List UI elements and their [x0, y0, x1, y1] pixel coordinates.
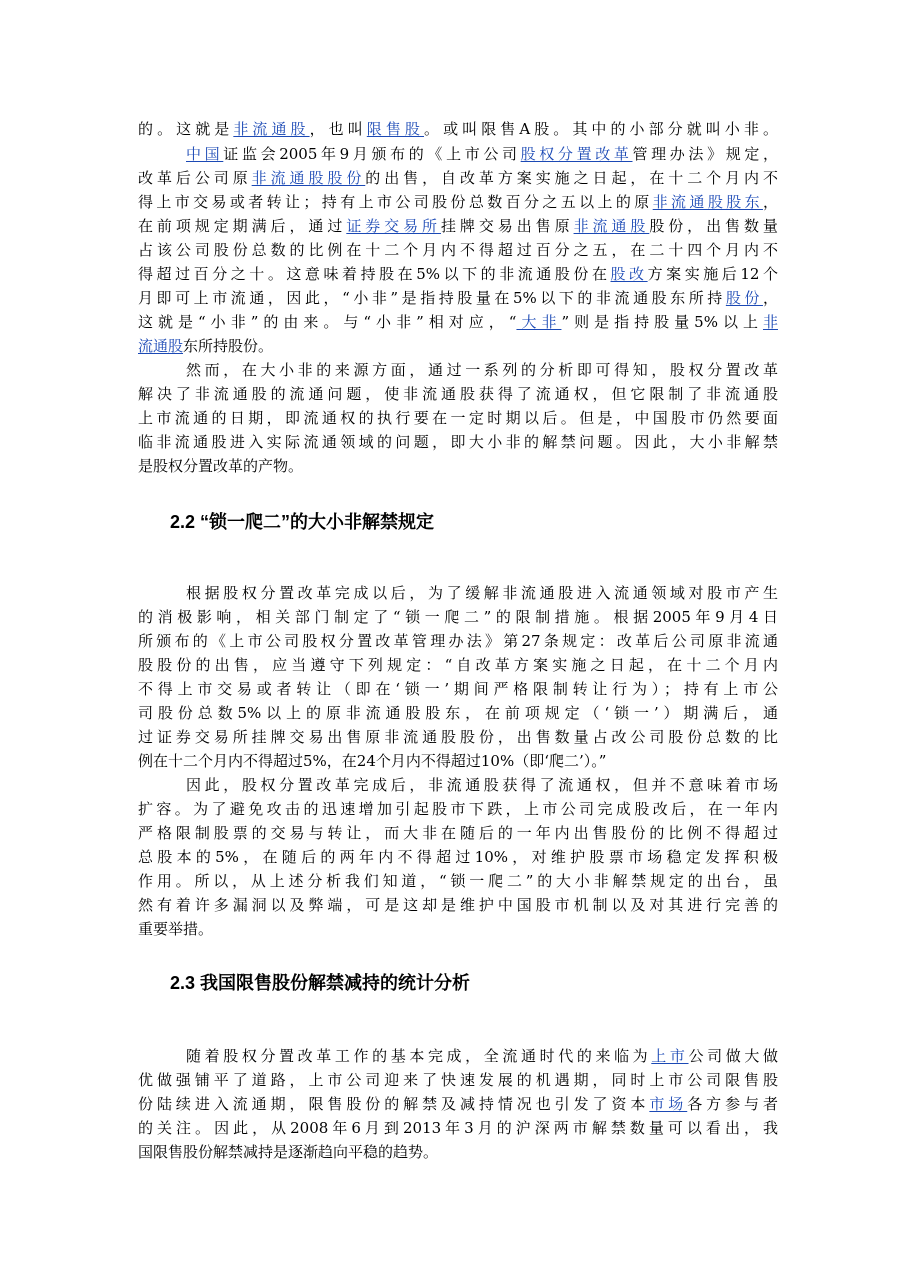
body-line: [138, 455, 778, 477]
body-line: [138, 215, 778, 237]
text-run: 作用。所以，从上述分析我们知道，“锁一爬二”的大小非解禁规定的出台，虽: [138, 872, 778, 890]
text-run: 管理办法》规定，: [632, 145, 778, 163]
section-heading-2-2: 2.2 “锁一爬二”的大小非解禁规定: [170, 512, 435, 532]
text-run: 这就是“小非”的由来。与“小非”相对应，“: [138, 313, 517, 331]
hyperlink[interactable]: 非流通股股份: [251, 169, 366, 187]
text-run: 的消极影响，相关部门制定了“锁一爬二”的限制措施。根据2005年9月4日: [138, 608, 778, 626]
body-line: [138, 798, 778, 820]
body-line: [138, 118, 778, 140]
hyperlink[interactable]: 股份: [725, 289, 763, 307]
text-run: 各方参与者: [687, 1095, 778, 1113]
text-run: 重要举措。: [138, 920, 214, 938]
text-run: 总股本的5%，在随后的两年内不得超过10%，对维护股票市场稳定发挥积极: [138, 848, 778, 866]
body-line: [138, 311, 778, 333]
text-run: 然而，在大小非的来源方面，通过一系列的分析即可得知，股权分置改革: [186, 361, 778, 379]
body-line: [138, 359, 778, 381]
body-line: [138, 678, 778, 700]
body-line: [138, 383, 778, 405]
hyperlink[interactable]: 中国: [186, 145, 224, 163]
text-run: 在前项规定期满后，通过: [138, 217, 347, 235]
text-run: 股股份的出售，应当遵守下列规定：“自改革方案实施之日起，在十二个月内: [138, 656, 778, 674]
body-line: [138, 263, 778, 285]
text-run: 份陆续进入流通期，限售股份的解禁及减持情况也引发了资本: [138, 1095, 650, 1113]
text-run: 例在十二个月内不得超过5%，在24个月内不得超过10%（即‘爬二’）。”: [138, 752, 607, 770]
body-line: [138, 654, 778, 676]
text-run: 司股份总数5%以上的原非流通股股东，在前项规定（‘锁一’）期满后，通: [138, 704, 778, 722]
hyperlink[interactable]: 市场: [649, 1095, 688, 1113]
text-run: 解决了非流通股的流通问题，使非流通股获得了流通权，但它限制了非流通股: [138, 385, 778, 403]
body-line: [138, 191, 778, 213]
text-run: 临非流通股进入实际流通领域的问题，即大小非的解禁问题。因此，大小非解禁: [138, 433, 778, 451]
hyperlink[interactable]: 证券交易所: [346, 217, 441, 235]
body-line: [138, 407, 778, 429]
body-line: [138, 726, 778, 748]
hyperlink[interactable]: 流通股: [138, 337, 184, 355]
hyperlink[interactable]: 股权分置改革: [520, 145, 633, 163]
text-run: ，: [762, 193, 778, 211]
text-run: 国限售股份解禁减持是逐渐趋向平稳的趋势。: [138, 1143, 439, 1161]
text-run: 公司做大做: [688, 1047, 778, 1065]
text-run: 严格限制股票的交易与转让，而大非在随后的一年内出售股份的比例不得超过: [138, 824, 778, 842]
text-run: 根据股权分置改革完成以后，为了缓解非流通股进入流通领域对股市产生: [186, 584, 778, 602]
hyperlink[interactable]: 非流通股股东: [652, 193, 763, 211]
text-run: 东所持股份。: [183, 337, 274, 355]
body-line: [138, 702, 778, 724]
text-run: 不得上市交易或者转让（即在‘锁一’期间严格限制转让行为）；持有上市公: [138, 680, 778, 698]
body-line: [138, 167, 778, 189]
text-run: ”则是指持股量5%以上: [561, 313, 763, 331]
hyperlink[interactable]: 非流通股: [233, 120, 310, 138]
text-run: 优做强铺平了道路，上市公司迎来了快速发展的机遇期，同时上市公司限售股: [138, 1071, 778, 1089]
text-run: 改革后公司原: [138, 169, 252, 187]
body-line: [138, 1117, 778, 1139]
hyperlink[interactable]: 非流通股: [573, 217, 650, 235]
body-line: [138, 143, 778, 165]
body-line: [138, 1093, 778, 1115]
text-run: 所颁布的《上市公司股权分置改革管理办法》第27条规定：改革后公司原非流通: [138, 632, 778, 650]
text-run: ，: [762, 289, 778, 307]
body-line: [138, 846, 778, 868]
text-run: 证监会2005年9月颁布的《上市公司: [223, 145, 521, 163]
body-line: [138, 822, 778, 844]
text-run: 是股权分置改革的产物。: [138, 457, 304, 475]
text-run: 过证券交易所挂牌交易出售原非流通股股份，出售数量占改公司股份总数的比: [138, 728, 778, 746]
text-run: 得超过百分之十。这意味着持股在5%以下的非流通股份在: [138, 265, 611, 283]
text-run: 的关注。因此，从2008年6月到2013年3月的沪深两市解禁数量可以看出，我: [138, 1119, 778, 1137]
body-line: [138, 431, 778, 453]
text-run: 方案实施后12个: [647, 265, 778, 283]
text-run: 。或叫限售A股。其中的小部分就叫小非。: [424, 120, 778, 138]
text-run: 挂牌交易出售原: [441, 217, 574, 235]
text-run: ，也叫: [309, 120, 367, 138]
body-line: [138, 335, 778, 357]
text-run: 股份，出售数量: [649, 217, 778, 235]
body-line: [138, 287, 778, 309]
text-run: 上市流通的日期，即流通权的执行要在一定时期以后。但是，中国股市仍然要面: [138, 409, 778, 427]
body-line: [138, 750, 778, 772]
section-heading-2-3: 2.3 我国限售股份解禁减持的统计分析: [170, 973, 471, 993]
body-line: [138, 918, 778, 940]
body-line: [138, 606, 778, 628]
hyperlink[interactable]: 上市: [651, 1047, 689, 1065]
text-run: 得上市交易或者转让；持有上市公司股份总数百分之五以上的原: [138, 193, 653, 211]
body-line: [138, 630, 778, 652]
text-run: 随着股权分置改革工作的基本完成，全流通时代的来临为: [186, 1047, 652, 1065]
hyperlink[interactable]: 大非: [516, 313, 562, 331]
body-line: [138, 1069, 778, 1091]
text-run: 扩容。为了避免攻击的迅速增加引起股市下跌，上市公司完成股改后，在一年内: [138, 800, 778, 818]
text-run: 的。这就是: [138, 120, 234, 138]
hyperlink[interactable]: 股改: [610, 265, 648, 283]
text-run: 然有着许多漏洞以及弊端，可是这却是维护中国股市机制以及对其进行完善的: [138, 896, 778, 914]
text-run: 占该公司股份总数的比例在十二个月内不得超过百分之五，在二十四个月内不: [138, 241, 778, 259]
body-line: [138, 1141, 778, 1163]
body-line: [138, 239, 778, 261]
body-line: [138, 870, 778, 892]
hyperlink[interactable]: 非: [762, 313, 778, 331]
body-line: [138, 894, 778, 916]
body-line: [138, 774, 778, 796]
body-line: [138, 582, 778, 604]
text-run: 因此，股权分置改革完成后，非流通股获得了流通权，但并不意味着市场: [186, 776, 778, 794]
text-run: 月即可上市流通，因此，“小非”是指持股量在5%以下的非流通股东所持: [138, 289, 726, 307]
text-run: 的出售，自改革方案实施之日起，在十二个月内不: [365, 169, 778, 187]
hyperlink[interactable]: 限售股: [366, 120, 424, 138]
body-line: [138, 1045, 778, 1067]
